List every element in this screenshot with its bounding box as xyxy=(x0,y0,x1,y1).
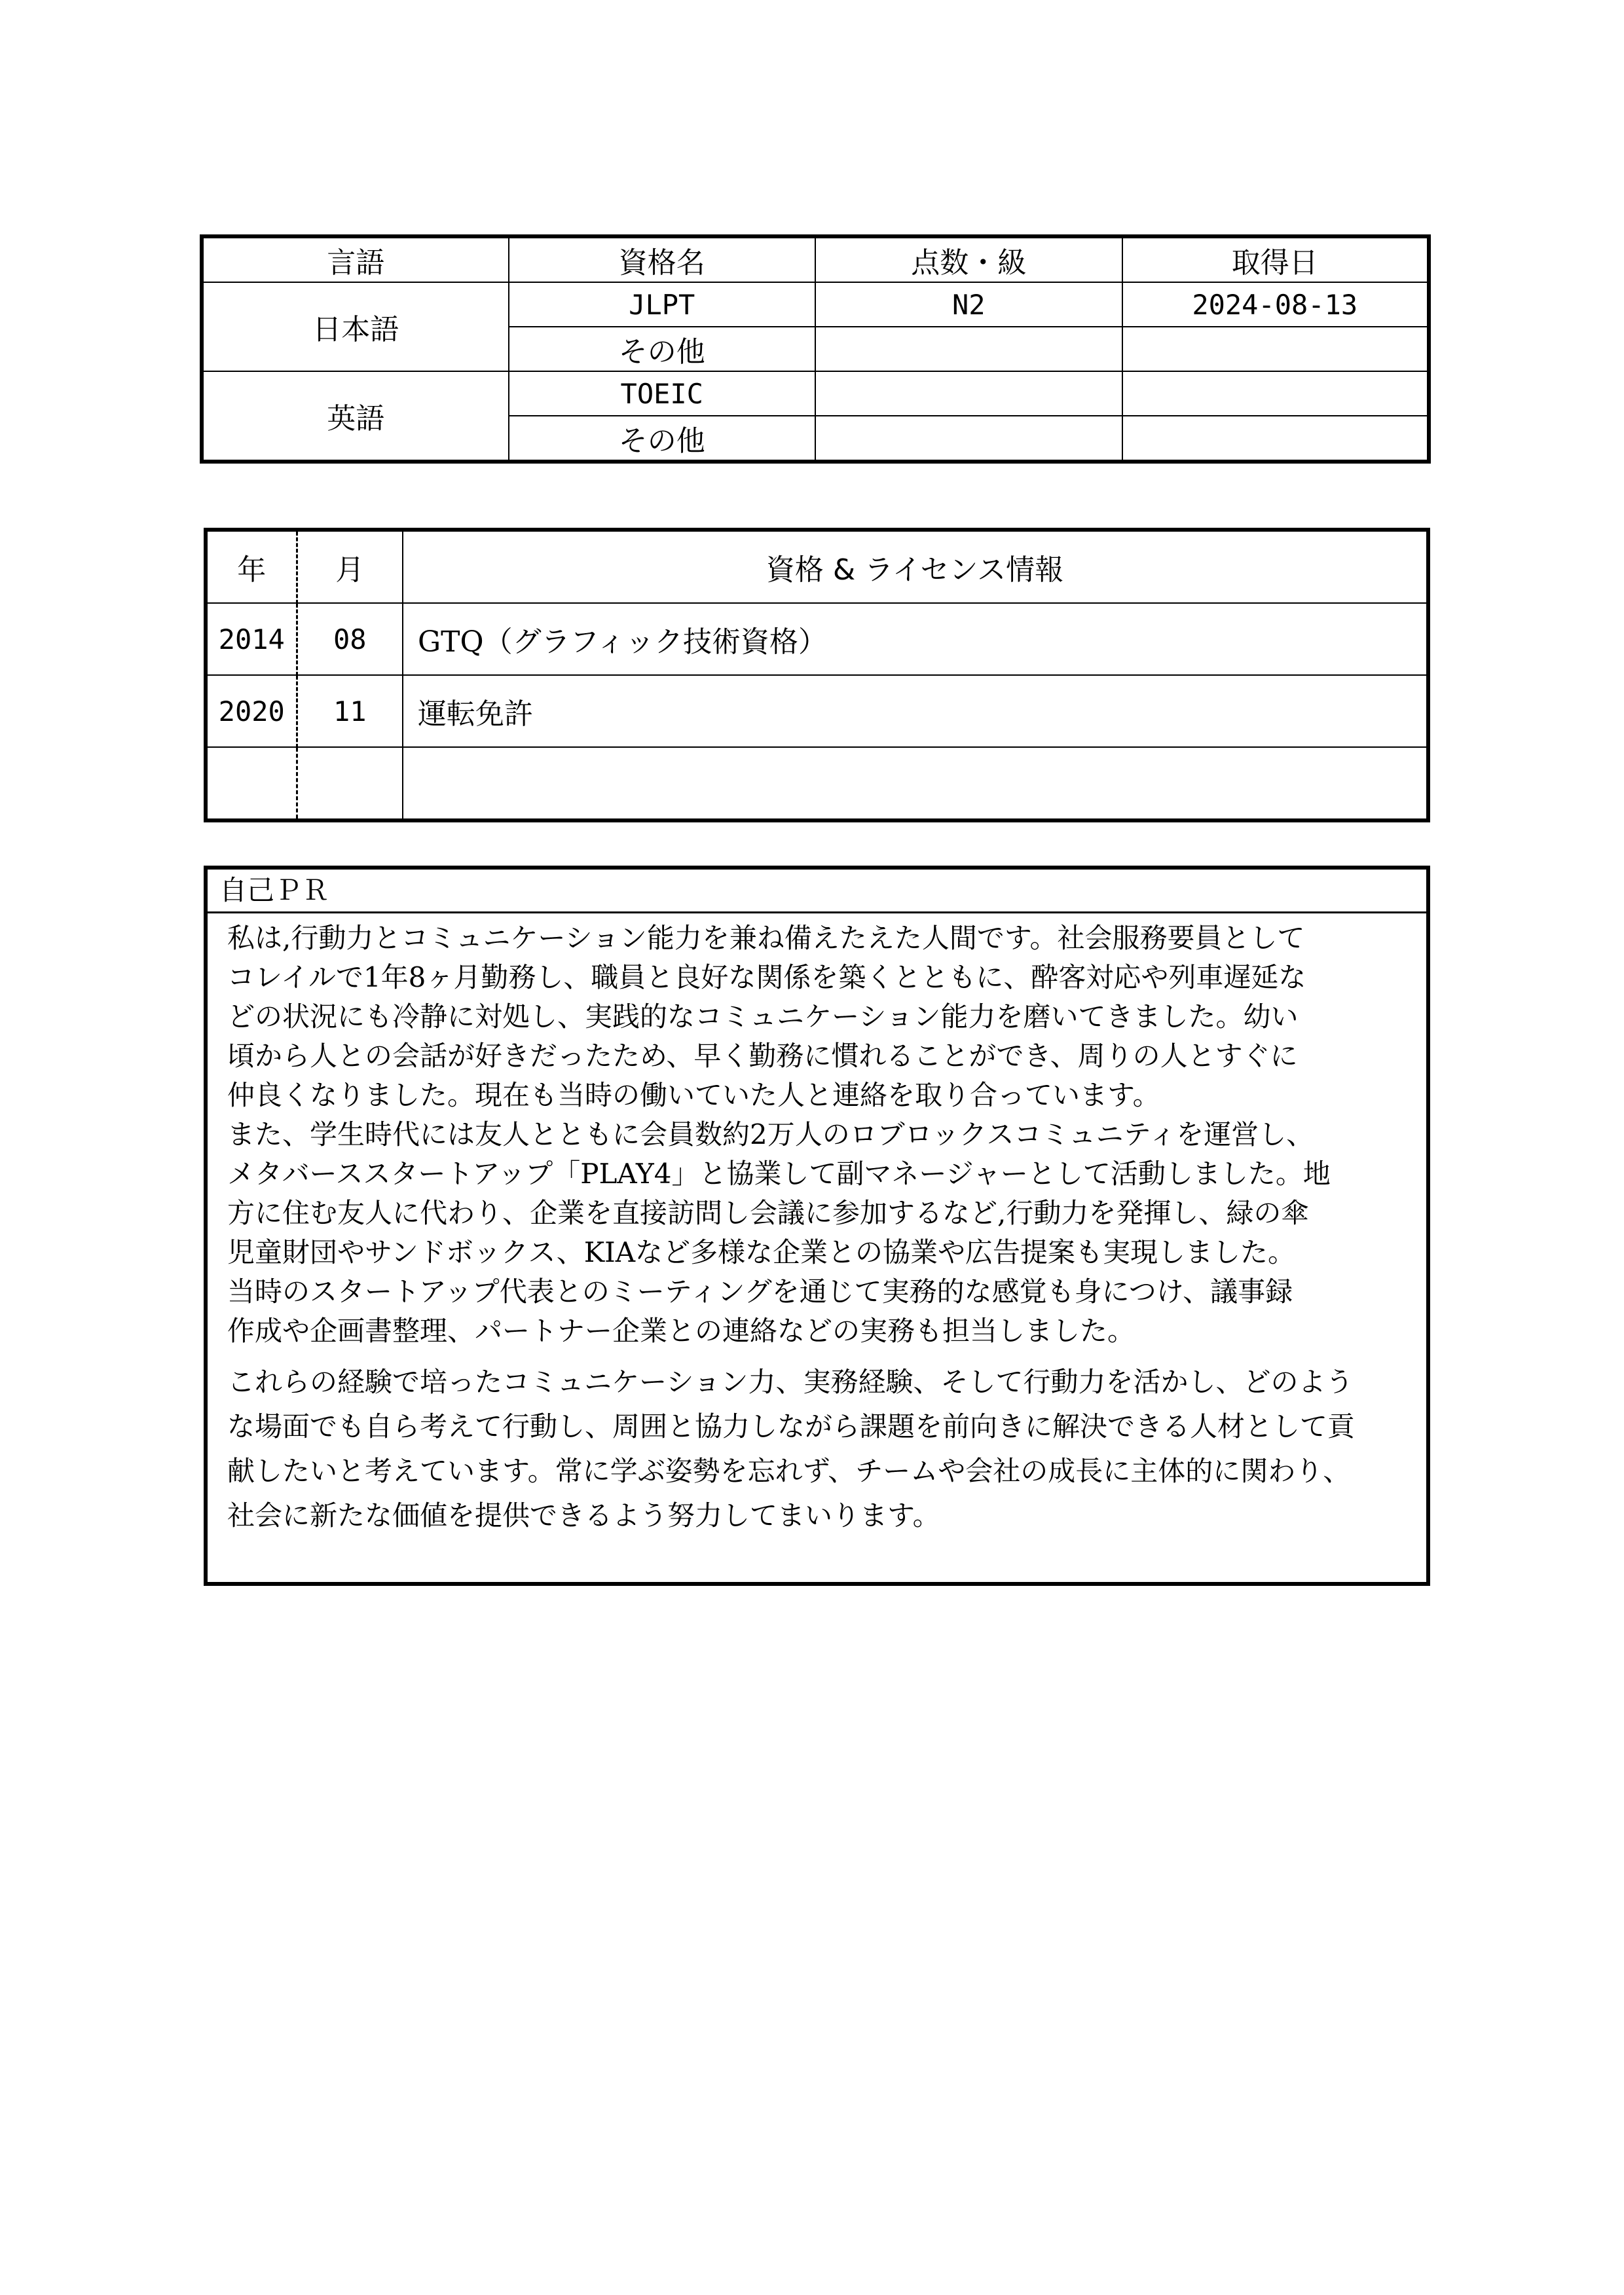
month-cell: 11 xyxy=(297,675,403,747)
score-cell xyxy=(815,327,1122,371)
language-qualification-table xyxy=(200,234,1431,464)
self-pr-section xyxy=(204,866,1430,1586)
score-cell xyxy=(815,416,1122,462)
text-line: 社会に新たな価値を提供できるよう努力してまいります。 xyxy=(227,1499,940,1532)
language-cell: 日本語 xyxy=(202,282,509,371)
self-pr-body xyxy=(208,913,1426,1538)
self-pr-paragraph xyxy=(227,1115,1407,1351)
text-line: 作成や企画書整理、パートナー企業との連絡などの実務も担当しました。 xyxy=(227,1315,1135,1347)
text-line: これらの経験で培ったコミュニケーション力、実務経験、そして行動力を活かし、どのよう xyxy=(227,1366,1354,1398)
text-line: 当時のスタートアップ代表とのミーティングを通じて実務的な感覚も身につけ、議事録 xyxy=(227,1276,1293,1308)
table-header-row xyxy=(202,236,1429,282)
score-cell: N2 xyxy=(815,282,1122,327)
header-year: 年 xyxy=(206,530,297,603)
qualification-cell: その他 xyxy=(509,416,816,462)
text-line: 献したいと考えています。常に学ぶ姿勢を忘れず、チームや会社の成長に主体的に関わり、 xyxy=(227,1455,1351,1487)
text-line: 児童財団やサンドボックス、KIAなど多様な企業との協業や広告提案も実現しました。 xyxy=(227,1236,1296,1268)
license-info-cell: 運転免許 xyxy=(403,675,1428,747)
language-cell: 英語 xyxy=(202,371,509,462)
text-line: な場面でも自ら考えて行動し、周囲と協力しながら課題を前向きに解決できる人材として貢 xyxy=(227,1410,1356,1442)
license-table xyxy=(204,528,1430,822)
table-row xyxy=(202,282,1429,327)
qualification-cell: JLPT xyxy=(509,282,816,327)
year-cell: 2020 xyxy=(206,675,297,747)
date-cell xyxy=(1122,371,1430,416)
self-pr-title: 自己ＰＲ xyxy=(208,870,1426,913)
table-row xyxy=(206,675,1428,747)
header-date: 取得日 xyxy=(1122,236,1430,282)
score-cell xyxy=(815,371,1122,416)
table-row xyxy=(206,603,1428,675)
self-pr-paragraph xyxy=(227,1360,1407,1538)
text-line: コレイルで1年8ヶ月勤務し、職員と良好な関係を築くとともに、酔客対応や列車遅延な xyxy=(227,961,1306,993)
license-info-cell: GTQ（グラフィック技術資格） xyxy=(403,603,1428,675)
text-line: 方に住む友人に代わり、企業を直接訪問し会議に参加するなど,行動力を発揮し、緑の傘 xyxy=(227,1197,1309,1229)
text-line: どの状況にも冷静に対処し、実践的なコミュニケーション能力を磨いてきました。幼い xyxy=(227,1001,1299,1033)
table-row xyxy=(206,747,1428,820)
header-qualification: 資格名 xyxy=(509,236,816,282)
date-cell xyxy=(1122,327,1430,371)
date-cell: 2024-08-13 xyxy=(1122,282,1430,327)
text-line: メタバーススタートアップ「PLAY4」と協業して副マネージャーとして活動しました。地 xyxy=(227,1158,1331,1190)
qualification-cell: その他 xyxy=(509,327,816,371)
text-line: また、学生時代には友人とともに会員数約2万人のロブロックスコミュニティを運営し、 xyxy=(227,1118,1314,1150)
qualification-cell: TOEIC xyxy=(509,371,816,416)
month-cell xyxy=(297,747,403,820)
header-score: 点数・級 xyxy=(815,236,1122,282)
year-cell: 2014 xyxy=(206,603,297,675)
self-pr-paragraph xyxy=(227,919,1407,1115)
year-cell xyxy=(206,747,297,820)
license-info-cell xyxy=(403,747,1428,820)
header-language: 言語 xyxy=(202,236,509,282)
table-header-row xyxy=(206,530,1428,603)
header-license-info: 資格 & ライセンス情報 xyxy=(403,530,1428,603)
text-line: 仲良くなりました。現在も当時の働いていた人と連絡を取り合っています。 xyxy=(227,1079,1160,1111)
date-cell xyxy=(1122,416,1430,462)
month-cell: 08 xyxy=(297,603,403,675)
text-line: 私は,行動力とコミュニケーション能力を兼ね備えたえた人間です。社会服務要員として xyxy=(227,922,1305,954)
table-row xyxy=(202,371,1429,416)
header-month: 月 xyxy=(297,530,403,603)
text-line: 頃から人との会話が好きだったため、早く勤務に慣れることができ、周りの人とすぐに xyxy=(227,1040,1298,1072)
